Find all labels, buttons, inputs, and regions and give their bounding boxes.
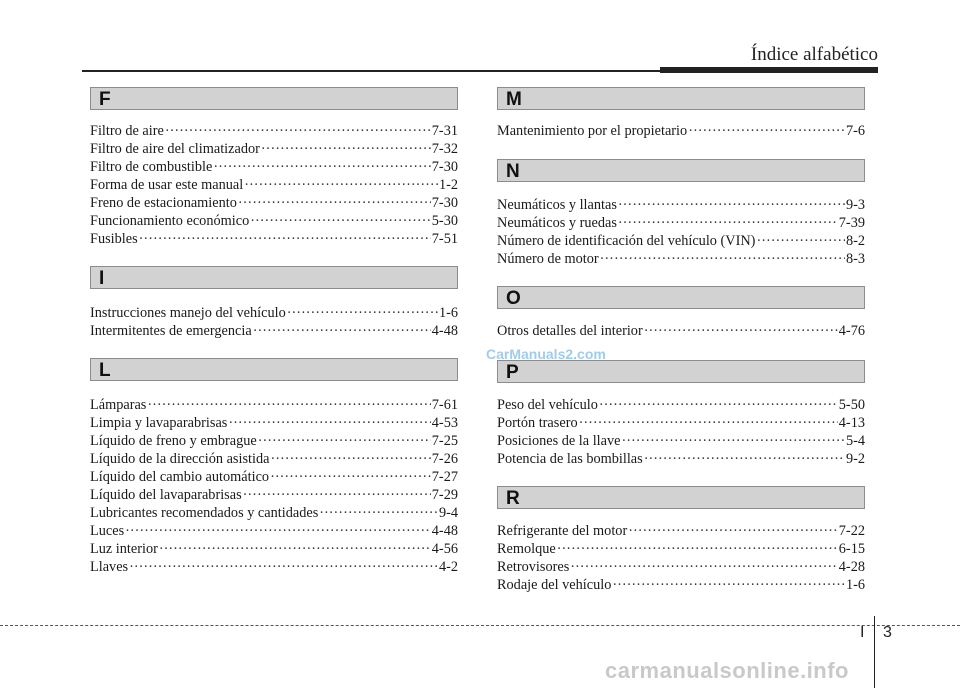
section-header-p (497, 360, 865, 383)
index-entry: Líquido del cambio automático ····· 7-27 (90, 468, 458, 486)
section-header-l (90, 358, 458, 381)
index-entry: Neumáticos y ruedas ····· 7-39 (497, 214, 865, 232)
index-entry: Fusibles ····· 7-51 (90, 230, 458, 248)
index-entry: Retrovisores ····· 4-28 (497, 558, 865, 576)
section-header-f (90, 87, 458, 110)
section-letter: L (99, 360, 111, 381)
section-letter: N (506, 161, 520, 182)
index-entry: Luz interior ····· 4-56 (90, 540, 458, 558)
header-rule (82, 70, 660, 72)
footer-separator (874, 616, 875, 688)
index-entry: Luces ····· 4-48 (90, 522, 458, 540)
index-entry: Limpia y lavaparabrisas ····· 4-53 (90, 414, 458, 432)
index-entry: Potencia de las bombillas ····· 9-2 (497, 450, 865, 468)
index-entry: Llaves ····· 4-2 (90, 558, 458, 576)
section-letter: F (99, 89, 111, 110)
section-header-o (497, 286, 865, 309)
index-entry: Intermitentes de emergencia ····· 4-48 (90, 322, 458, 340)
section-letter: O (506, 288, 521, 309)
section-letter: I (99, 268, 105, 289)
index-entry: Líquido de freno y embrague ····· 7-25 (90, 432, 458, 450)
index-entry: Líquido de la dirección asistida ····· 7-26 (90, 450, 458, 468)
index-entry: Número de identificación del vehículo (VIN) ····· 8-2 (497, 232, 865, 250)
watermark-carmanuals2: CarManuals2.com (486, 346, 606, 362)
header-rule-accent (660, 67, 878, 73)
index-entry: Remolque ····· 6-15 (497, 540, 865, 558)
index-entry: Filtro de aire del climatizador ····· 7-32 (90, 140, 458, 158)
section-header-r (497, 486, 865, 509)
index-entry: Instrucciones manejo del vehículo ····· 1-6 (90, 304, 458, 322)
index-entry: Neumáticos y llantas ····· 9-3 (497, 196, 865, 214)
watermark-carmanualsonline: carmanualsonline.info (605, 658, 849, 683)
index-entry: Otros detalles del interior ····· 4-76 (497, 322, 865, 340)
index-entry: Filtro de combustible ····· 7-30 (90, 158, 458, 176)
section-header-n (497, 159, 865, 182)
index-entry: Funcionamiento económico ····· 5-30 (90, 212, 458, 230)
page-title: Índice alfabético (750, 44, 878, 65)
section-header-m (497, 87, 865, 110)
section-header-i (90, 266, 458, 289)
index-entry: Freno de estacionamiento ····· 7-30 (90, 194, 458, 212)
footer-page-number: 3 (883, 624, 892, 641)
index-entry: Posiciones de la llave ····· 5-4 (497, 432, 865, 450)
section-letter: P (506, 362, 519, 383)
index-entry: Peso del vehículo ····· 5-50 (497, 396, 865, 414)
index-entry: Refrigerante del motor ····· 7-22 (497, 522, 865, 540)
index-entry: Lubricantes recomendados y cantidades ····· 9-4 (90, 504, 458, 522)
footer-section: I (860, 624, 865, 641)
index-entry: Líquido del lavaparabrisas ····· 7-29 (90, 486, 458, 504)
index-entry: Forma de usar este manual ····· 1-2 (90, 176, 458, 194)
index-entry: Lámparas ····· 7-61 (90, 396, 458, 414)
section-letter: R (506, 488, 520, 509)
index-entry: Portón trasero ····· 4-13 (497, 414, 865, 432)
index-entry: Mantenimiento por el propietario ····· 7-6 (497, 122, 865, 140)
section-letter: M (506, 89, 522, 110)
index-entry: Número de motor ····· 8-3 (497, 250, 865, 268)
index-entry: Filtro de aire ····· 7-31 (90, 122, 458, 140)
index-entry: Rodaje del vehículo ····· 1-6 (497, 576, 865, 594)
footer-rule (0, 625, 960, 626)
